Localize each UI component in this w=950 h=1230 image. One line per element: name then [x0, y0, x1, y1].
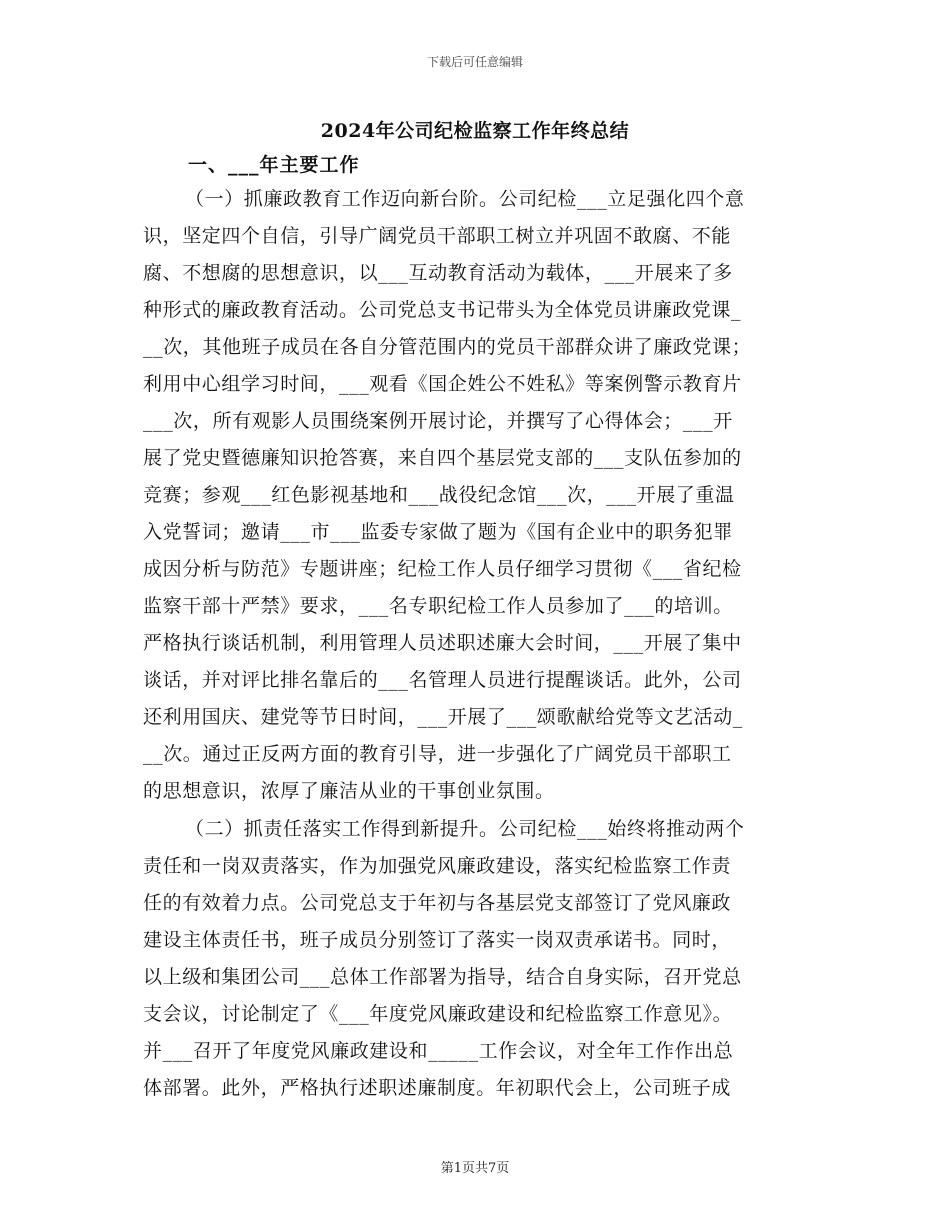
paragraph-line: 展了党史暨德廉知识抢答赛，来自四个基层党支部的___支队伍参加的	[143, 447, 742, 469]
page-number: 第1页共7页	[440, 1161, 510, 1176]
paragraph-line: 种形式的廉政教育活动。公司党总支书记带头为全体党员讲廉政党课_	[143, 299, 742, 321]
paragraph-line: 责任和一岗双责落实，作为加强党风廉政建设，落实纪检监察工作责	[143, 855, 732, 877]
paragraph-line: 谈话，并对评比排名靠后的___名管理人员进行提醒谈话。此外，公司	[143, 669, 742, 691]
paragraph-line: 腐、不想腐的思想意识，以___互动教育活动为载体，___开展来了多	[143, 262, 733, 284]
paragraph-line: （一）抓廉政教育工作迈向新台阶。公司纪检___立足强化四个意	[185, 188, 745, 210]
page-header-note: 下载后可任意编辑	[426, 55, 523, 69]
paragraph-line: 识，坚定四个自信，引导广阔党员干部职工树立并巩固不敢腐、不能	[143, 225, 732, 247]
paragraph-line: 严格执行谈话机制，利用管理人员述职述廉大会时间，___开展了集中	[143, 632, 742, 654]
paragraph-line: 的思想意识，浓厚了廉洁从业的干事创业氛围。	[143, 780, 555, 802]
paragraph-line: 成因分析与防范》专题讲座；纪检工作人员仔细学习贯彻《___省纪检	[143, 558, 742, 580]
paragraph-line: 体部署。此外，严格执行述职述廉制度。年初职代会上，公司班子成	[143, 1077, 732, 1099]
paragraph-2	[143, 811, 807, 1151]
paragraph-line: 利用中心组学习时间，___观看《国企姓公不姓私》等案例警示教育片	[143, 373, 742, 395]
paragraph-line: 支会议，讨论制定了《___年度党风廉政建设和纪检监察工作意见》。	[143, 1003, 733, 1025]
document-title: 2024年公司纪检监察工作年终总结	[320, 120, 630, 142]
paragraph-line: __次。通过正反两方面的教育引导，进一步强化了广阔党员干部职工	[143, 743, 732, 765]
section-heading: 一、___年主要工作	[188, 154, 360, 176]
paragraph-line: ___次，所有观影人员围绕案例开展讨论，并撰写了心得体会；___开	[143, 410, 733, 432]
paragraph-line: 任的有效着力点。公司党总支于年初与各基层党支部签订了党风廉政	[143, 892, 732, 914]
paragraph-line: __次，其他班子成员在各自分管范围内的党员干部群众讲了廉政党课；	[143, 336, 752, 358]
paragraph-line: 建设主体责任书，班子成员分别签订了落实一岗双责承诺书。同时，	[143, 929, 732, 951]
paragraph-line: 入党誓词；邀请___市___监委专家做了题为《国有企业中的职务犯罪	[143, 521, 733, 543]
paragraph-line: 以上级和集团公司___总体工作部署为指导，结合自身实际，召开党总	[143, 966, 742, 988]
paragraph-line: 竞赛；参观___红色影视基地和___战役纪念馆___次，___开展了重温	[143, 484, 735, 506]
paragraph-line: 监察干部十严禁》要求，___名专职纪检工作人员参加了___的培训。	[143, 595, 733, 617]
paragraph-line: 并___召开了年度党风廉政建设和_____工作会议，对全年工作作出总	[143, 1040, 734, 1062]
paragraph-line: 还利用国庆、建党等节日时间，___开展了___颂歌献给党等文艺活动_	[143, 706, 743, 728]
paragraph-line: （二）抓责任落实工作得到新提升。公司纪检___始终将推动两个	[185, 818, 745, 840]
paragraph-1	[143, 181, 807, 811]
